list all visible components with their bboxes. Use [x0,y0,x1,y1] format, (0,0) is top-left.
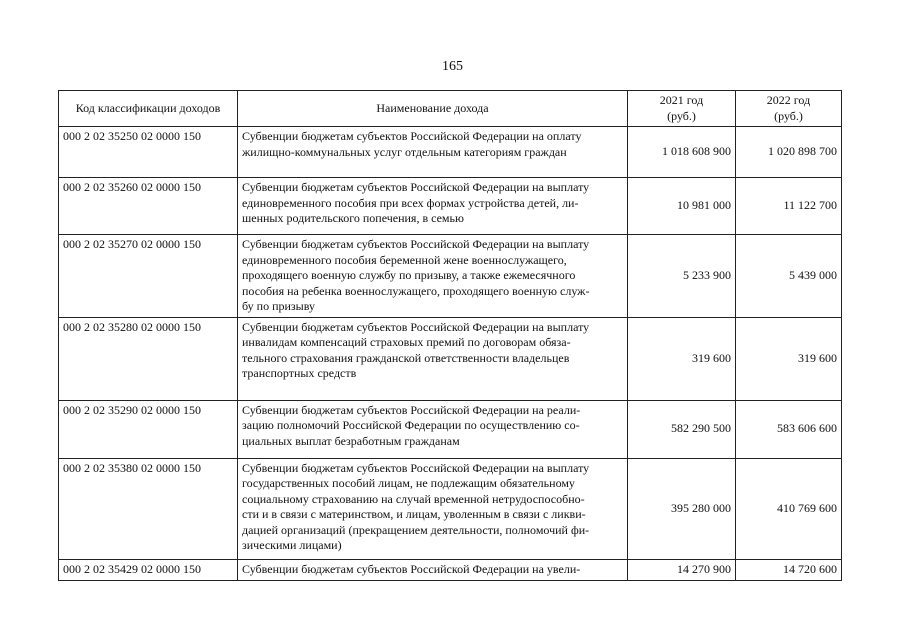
table-row [59,317,842,400]
row-name: Субвенции бюджетам субъектов Российской Федерации на выплату единовременного пособия беременной жене военнослужащего, проходящего военную службу по призыву, а также ежемесячного пособия на ребенка военнослужащего, проходящего военную служ- бу по призыву [238,235,628,318]
row-name: Субвенции бюджетам субъектов Российской Федерации на выплату государственных пособий лицам, не подлежащим обязательному социальному страхованию на случай временной нетрудоспособно- сти и в связи с материнством, и лицам, уволенным в связи с ликви- дацией организаций (прекращением деятельности, полномочий фи- зическими лицами) [238,458,628,559]
row-code: 000 2 02 35270 02 0000 150 [59,235,238,318]
row-name: Субвенции бюджетам субъектов Российской Федерации на реали- зацию полномочий Российской Федерации по осуществлению со- циальных выплат безработным гражданам [238,400,628,458]
row-2022: 1 020 898 700 [736,127,842,178]
row-2022: 583 606 600 [736,400,842,458]
row-code: 000 2 02 35380 02 0000 150 [59,458,238,559]
table-row [59,559,842,580]
row-2022: 410 769 600 [736,458,842,559]
page-number: 165 [442,59,463,74]
row-2022: 5 439 000 [736,235,842,318]
table-header-row [59,91,842,127]
header-2022-year: 2022 год [766,93,811,107]
revenue-table [58,90,842,581]
header-2021-unit: (руб.) [667,108,696,123]
row-2021: 10 981 000 [628,178,736,235]
row-code: 000 2 02 35250 02 0000 150 [59,127,238,178]
row-2021: 5 233 900 [628,235,736,318]
row-2021: 14 270 900 [628,559,736,580]
row-code: 000 2 02 35290 02 0000 150 [59,400,238,458]
header-name: Наименование дохода [238,91,628,127]
row-2022: 14 720 600 [736,559,842,580]
row-2022: 11 122 700 [736,178,842,235]
row-2021: 1 018 608 900 [628,127,736,178]
row-2022: 319 600 [736,317,842,400]
row-name: Субвенции бюджетам субъектов Российской Федерации на выплату единовременного пособия при всех формах устройства детей, ли- шенных родительского попечения, в семью [238,178,628,235]
row-2021: 582 290 500 [628,400,736,458]
table-row [59,127,842,178]
row-code: 000 2 02 35429 02 0000 150 [59,559,238,580]
row-code: 000 2 02 35280 02 0000 150 [59,317,238,400]
header-2022 [736,91,842,127]
header-2022-unit: (руб.) [774,108,803,123]
row-name: Субвенции бюджетам субъектов Российской Федерации на выплату инвалидам компенсаций страховых премий по договорам обяза- тельного страхования гражданской ответственности владельцев транспортных средств [238,317,628,400]
row-2021: 319 600 [628,317,736,400]
row-2021: 395 280 000 [628,458,736,559]
row-code: 000 2 02 35260 02 0000 150 [59,178,238,235]
header-2021 [628,91,736,127]
header-code: Код классификации доходов [59,91,238,127]
row-name: Субвенции бюджетам субъектов Российской Федерации на оплату жилищно-коммунальных услуг отдельным категориям граждан [238,127,628,178]
table-row [59,178,842,235]
table-row [59,458,842,559]
row-name: Субвенции бюджетам субъектов Российской Федерации на увели- [238,559,628,580]
table-row [59,400,842,458]
header-2021-year: 2021 год [659,93,704,107]
table-row [59,235,842,318]
